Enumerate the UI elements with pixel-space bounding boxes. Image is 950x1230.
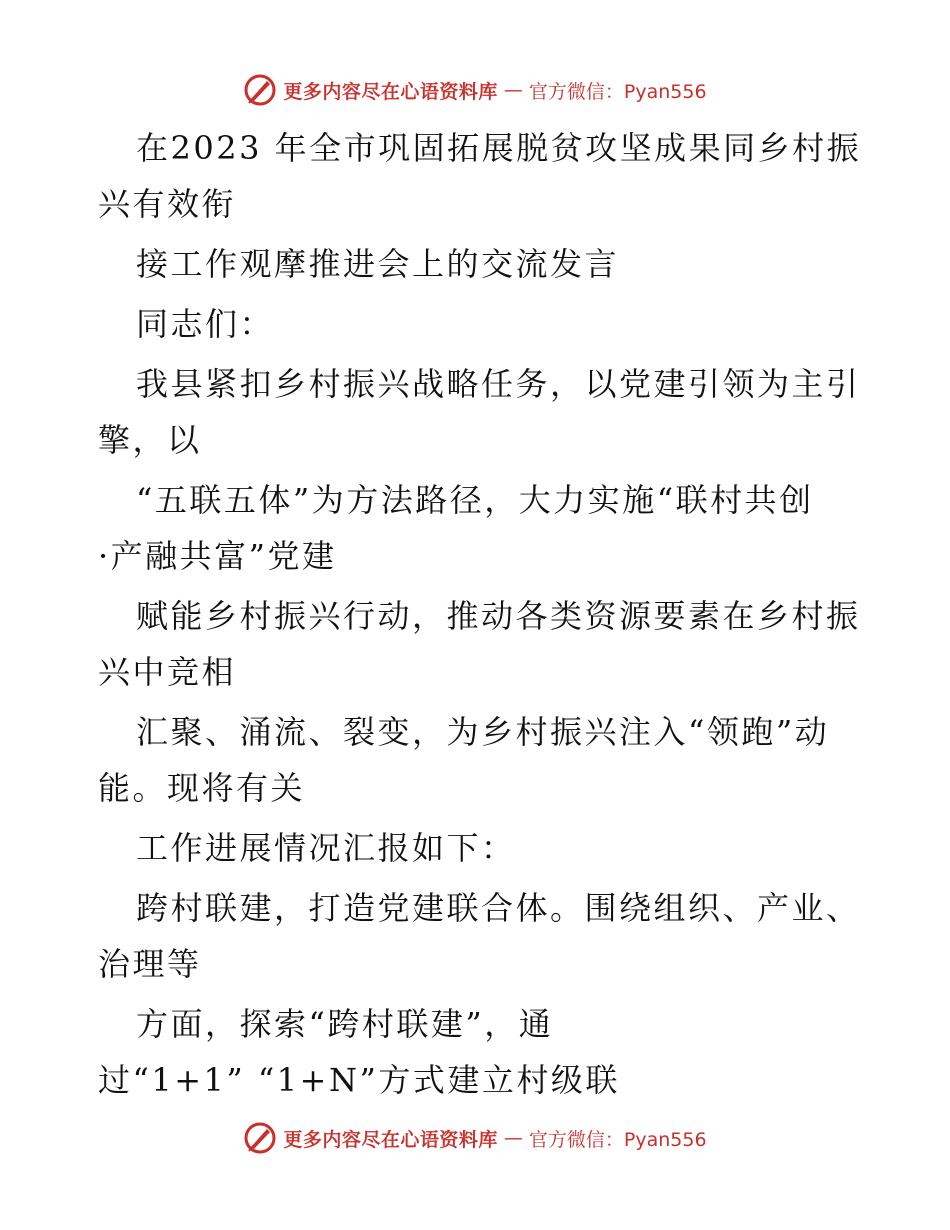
quill-pen-icon bbox=[243, 73, 277, 107]
text-line: 兴中竞相 bbox=[98, 653, 237, 691]
text-line: 兴有效衔 bbox=[98, 185, 237, 223]
text-line: 过“1+1” “1+N”方式建立村级联 bbox=[98, 1061, 620, 1099]
text-line: 方面，探索“跨村联建”，通 bbox=[136, 1005, 554, 1043]
watermark-header bbox=[0, 70, 950, 110]
text-line: 接工作观摩推进会上的交流发言 bbox=[136, 245, 620, 283]
text-line: 跨村联建，打造党建联合体。围绕组织、产业、 bbox=[136, 889, 861, 927]
watermark-footer bbox=[0, 1118, 950, 1158]
watermark-text: 更多内容尽在心语资料库 bbox=[283, 1128, 498, 1151]
watermark-wechat: 官方微信：Pyan556 bbox=[528, 1128, 707, 1151]
text-line: 同志们： bbox=[136, 305, 275, 343]
text-line: 汇聚、涌流、裂变，为乡村振兴注入“领跑”动 bbox=[136, 713, 830, 751]
text-line: 能。现将有关 bbox=[98, 769, 306, 807]
text-line: ·产融共富”党建 bbox=[98, 537, 337, 575]
watermark-text: 更多内容尽在心语资料库 bbox=[283, 80, 498, 103]
text-line: 在2023 年全市巩固拓展脱贫攻坚成果同乡村振 bbox=[136, 129, 862, 167]
text-line: 赋能乡村振兴行动，推动各类资源要素在乡村振 bbox=[136, 597, 861, 635]
text-line: 工作进展情况汇报如下： bbox=[136, 829, 516, 867]
watermark-wechat: 官方微信：Pyan556 bbox=[528, 80, 707, 103]
watermark-separator: — bbox=[503, 79, 523, 101]
text-line: 擎，以 bbox=[98, 421, 202, 459]
text-line: “五联五体”为方法路径，大力实施“联村共创 bbox=[136, 481, 814, 519]
watermark-separator: — bbox=[503, 1127, 523, 1149]
quill-pen-icon bbox=[243, 1121, 277, 1155]
text-line: 我县紧扣乡村振兴战略任务，以党建引领为主引 bbox=[136, 365, 861, 403]
text-line: 治理等 bbox=[98, 945, 202, 983]
